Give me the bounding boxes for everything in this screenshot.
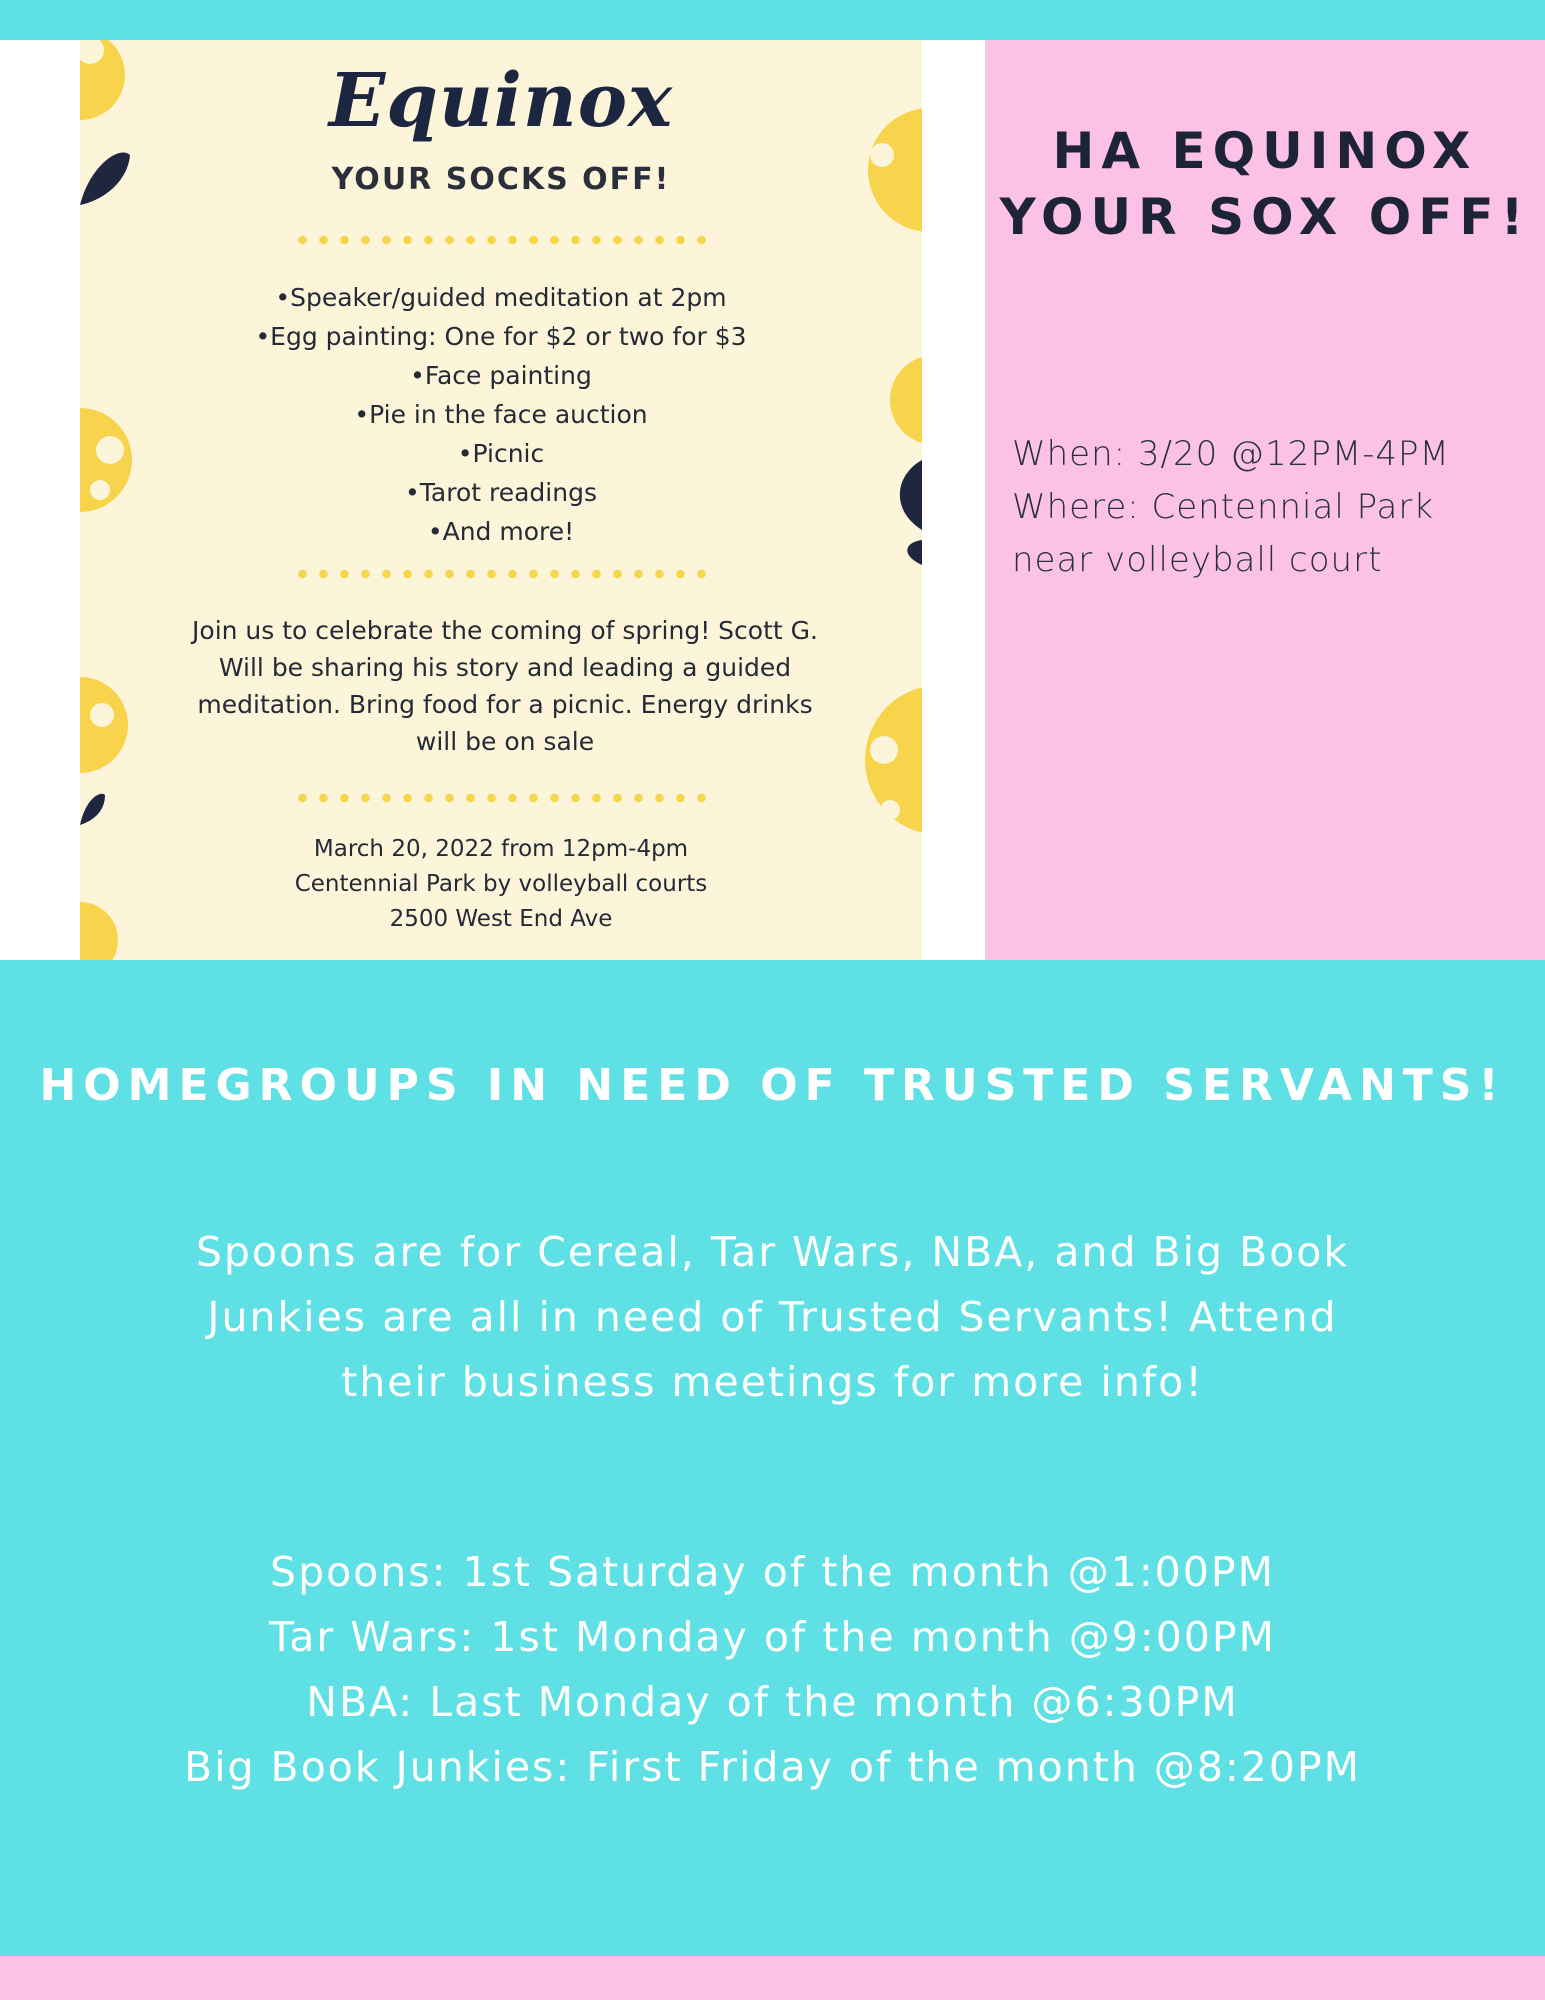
list-item: •Tarot readings [405,478,597,507]
flyer-description: Join us to celebrate the coming of spring! Scott G. Will be sharing his story and leading a guided meditation. Bring food for a picnic. Energy drinks will be on sale [192,616,818,756]
flower-decoration-icon [80,660,140,790]
schedule-item: Big Book Junkies: First Friday of the month @8:20PM [183,1743,1362,1791]
schedule-item: Tar Wars: 1st Monday of the month @9:00PM [269,1613,1276,1661]
list-item: •Pie in the face auction [354,400,648,429]
event-title-line: YOUR SOX OFF! [999,188,1531,246]
flyer-location: Centennial Park by volleyball courts [294,871,708,897]
dotted-divider [292,568,712,580]
homegroups-heading: HOMEGROUPS IN NEED OF TRUSTED SERVANTS! [39,1060,1506,1111]
schedule-item: Spoons: 1st Saturday of the month @1:00PM [270,1548,1275,1596]
list-item: •Speaker/guided meditation at 2pm [275,283,727,312]
list-item: •And more! [427,517,575,546]
event-details [1012,428,1532,587]
flyer-details [80,832,922,937]
list-item: •Face painting [410,361,592,390]
flyer-title: Equinox [328,58,674,144]
leaf-decoration-icon [80,790,120,830]
list-item: •Picnic [457,439,545,468]
event-info-panel [985,40,1545,960]
homegroups-body: Spoons are for Cereal, Tar Wars, NBA, and Big Book Junkies are all in need of Trusted Servants! Attend their business meetings for more info! [195,1228,1350,1406]
flyer-subtitle: YOUR SOCKS OFF! [331,162,671,197]
event-title [985,118,1545,250]
event-where-detail: near volleyball court [1012,540,1383,580]
event-when: When: 3/20 @12PM-4PM [1012,434,1450,474]
dotted-divider [292,792,712,804]
activity-list [80,278,922,551]
dotted-divider [292,234,712,246]
equinox-flyer-image [80,40,922,960]
bottom-band [0,1956,1545,2000]
event-title-line: HA EQUINOX [1052,122,1478,180]
flyer-date: March 20, 2022 from 12pm-4pm [313,836,689,862]
meeting-schedule [0,1540,1545,1800]
schedule-item: NBA: Last Monday of the month @6:30PM [306,1678,1239,1726]
top-band [0,0,1545,40]
event-where: Where: Centennial Park [1012,487,1435,527]
list-item: •Egg painting: One for $2 or two for $3 [255,322,747,351]
flyer-address: 2500 West End Ave [389,906,613,932]
